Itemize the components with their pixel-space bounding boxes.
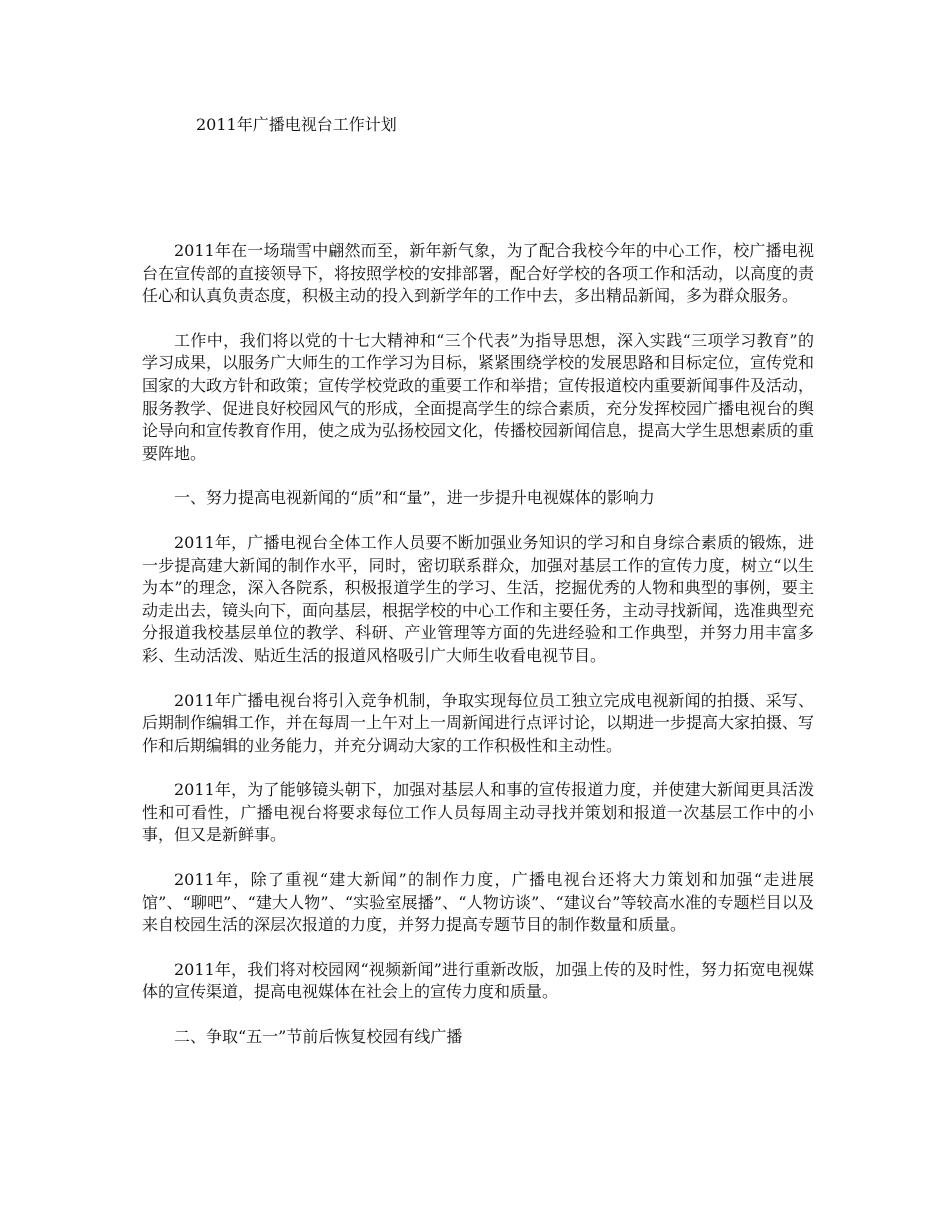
document-title: 2011年广播电视台工作计划	[196, 115, 397, 134]
paragraph-video-news: 2011年，我们将对校园网“视频新闻”进行重新改版，加强上传的及时性，努力拓宽电视媒体的宣传渠道，提高电视媒体在社会上的宣传力度和质量。	[142, 959, 814, 1002]
section-heading-1: 一、努力提高电视新闻的“质”和“量”，进一步提升电视媒体的影响力	[174, 488, 655, 508]
paragraph-guiding-principles: 工作中，我们将以党的十七大精神和“三个代表”为指导思想，深入实践“三项学习教育”的学习成果，以服务广大师生的工作学习为目标，紧紧围绕学校的发展思路和目标定位，宣传党和国家的大政方针和政策；宣传学校党政的重要工作和举措；宣传报道校内重要新闻事件及活动，服务教学、促进良好校园风气的形成，全面提高学生的综合素质，充分发挥校园广播电视台的舆论导向和宣传教育作用，使之成为弘扬校园文化，传播校园新闻信息，提高大学生思想素质的重要阵地。	[142, 330, 815, 463]
paragraph-grassroots: 2011年，为了能够镜头朝下，加强对基层人和事的宣传报道力度，并使建大新闻更具活泼性和可看性，广播电视台将要求每位工作人员每周主动寻找并策划和报道一次基层工作中的小事，但又是新鲜事。	[142, 780, 814, 845]
paragraph-intro: 2011年在一场瑞雪中翩然而至，新年新气象，为了配合我校今年的中心工作，校广播电视台在宣传部的直接领导下，将按照学校的安排部署，配合好学校的各项工作和活动，以高度的责任心和认真负责态度，积极主动的投入到新学年的工作中去，多出精品新闻，多为群众服务。	[142, 241, 815, 306]
document-body	[142, 240, 814, 1071]
paragraph-competition: 2011年广播电视台将引入竞争机制，争取实现每位员工独立完成电视新闻的拍摄、采写、后期制作编辑工作，并在每周一上午对上一周新闻进行点评讨论，以期进一步提高大家拍摄、写作和后期编辑的业务能力，并充分调动大家的工作积极性和主动性。	[142, 690, 815, 755]
section-heading-2: 二、争取“五一”节前后恢复校园有线广播	[174, 1027, 463, 1047]
paragraph-news-quality: 2011年，广播电视台全体工作人员要不断加强业务知识的学习和自身综合素质的锻炼，进一步提高建大新闻的制作水平，同时，密切联系群众，加强对基层工作的宣传力度，树立“以生为本”的理念，深入各院系，积极报道学生的学习、生活，挖掘优秀的人物和典型的事例，要主动走出去，镜头向下，面向基层，根据学校的中心工作和主要任务，主动寻找新闻，选准典型充分报道我校基层单位的教学、科研、产业管理等方面的先进经验和工作典型，并努力用丰富多彩、生动活泼、贴近生活的报道风格吸引广大师生收看电视节目。	[142, 532, 815, 665]
paragraph-special-programs: 2011年，除了重视“建大新闻”的制作力度，广播电视台还将大力策划和加强“走进展馆”、“聊吧”、“建大人物”、“实验室展播”、“人物访谈”、“建议台”等较高水准的专题栏目以及来自校园生活的深层次报道的力度，并努力提高专题节目的制作数量和质量。	[142, 870, 814, 935]
